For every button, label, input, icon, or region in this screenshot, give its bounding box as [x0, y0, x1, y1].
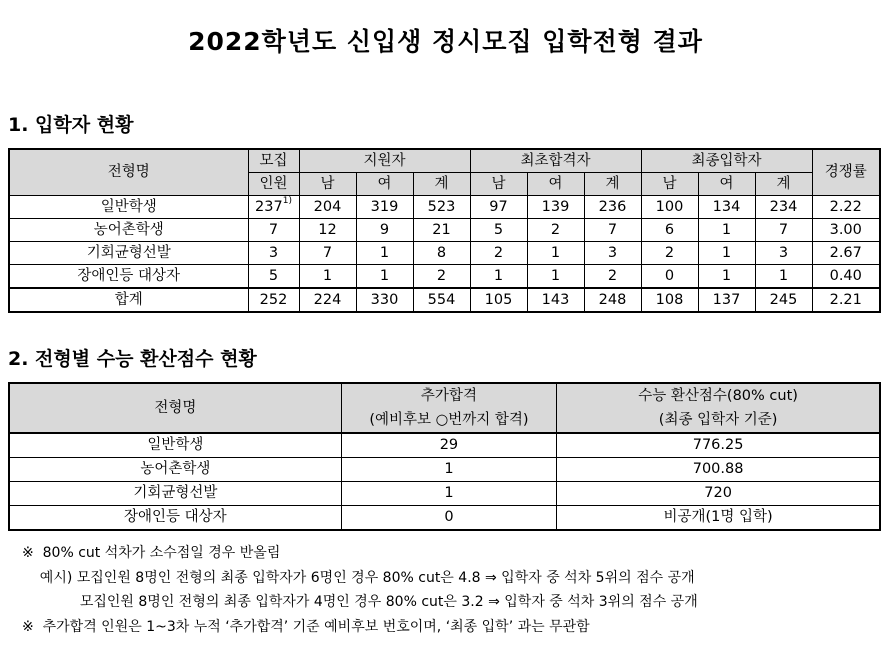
header-male: 남	[641, 173, 698, 196]
header-male: 남	[299, 173, 356, 196]
section2-heading: 2. 전형별 수능 환산점수 현황	[8, 348, 257, 370]
cell: 2	[527, 219, 584, 242]
row-name: 일반학생	[9, 433, 341, 458]
cell: 1	[356, 242, 413, 265]
notes	[22, 541, 698, 639]
cell: 5	[470, 219, 527, 242]
cell: 1	[698, 265, 755, 289]
header-first-pass: 최초합격자	[470, 149, 641, 173]
score-table	[8, 382, 881, 531]
row-name: 농어촌학생	[9, 458, 341, 482]
header-extra-top: 추가합격	[341, 383, 557, 408]
header-total: 계	[755, 173, 812, 196]
cell: 7	[299, 242, 356, 265]
cell: 2.21	[812, 288, 880, 312]
cell: 1	[698, 219, 755, 242]
cell: 1	[527, 265, 584, 289]
header-score-top: 수능 환산점수(80% cut)	[557, 383, 880, 408]
header-final: 최종입학자	[641, 149, 812, 173]
cell: 3	[755, 242, 812, 265]
header-quota-top: 모집	[248, 149, 299, 173]
cell: 3	[248, 242, 299, 265]
cell: 108	[641, 288, 698, 312]
cell: 21	[413, 219, 470, 242]
cell: 554	[413, 288, 470, 312]
cell: 523	[413, 196, 470, 219]
cell: 0.40	[812, 265, 880, 289]
cell: 234	[755, 196, 812, 219]
cell: 0	[341, 506, 557, 531]
cell: 7	[755, 219, 812, 242]
cell: 3	[584, 242, 641, 265]
document-title: 2022학년도 신입생 정시모집 입학전형 결과	[188, 27, 703, 56]
row-name: 기회균형선발	[9, 482, 341, 506]
admission-status-table	[8, 148, 881, 313]
table-row	[9, 458, 880, 482]
row-name: 농어촌학생	[9, 219, 248, 242]
cell: 1	[341, 482, 557, 506]
cell: 2	[641, 242, 698, 265]
header-female: 여	[698, 173, 755, 196]
cell: 9	[356, 219, 413, 242]
cell: 224	[299, 288, 356, 312]
cell: 2	[584, 265, 641, 289]
table-row	[9, 433, 880, 458]
cell: 1	[299, 265, 356, 289]
row-name: 기회균형선발	[9, 242, 248, 265]
note-line: 예시) 모집인원 8명인 전형의 최종 입학자가 6명인 경우 80% cut은 4.8 ⇒ 입학자 중 석차 5위의 점수 공개	[22, 569, 695, 586]
cell: 252	[248, 288, 299, 312]
cell: 2	[413, 265, 470, 289]
cell: 143	[527, 288, 584, 312]
cell: 2.22	[812, 196, 880, 219]
header-ratio: 경쟁률	[812, 149, 880, 196]
cell: 319	[356, 196, 413, 219]
cell: 776.25	[557, 433, 880, 458]
note-line: ※ 80% cut 석차가 소수점일 경우 반올림	[22, 545, 281, 561]
cell: 97	[470, 196, 527, 219]
section1-heading: 1. 입학자 현황	[8, 114, 134, 136]
cell: 0	[641, 265, 698, 289]
header-extra-bottom: (예비후보 ○번까지 합격)	[341, 408, 557, 433]
cell: 134	[698, 196, 755, 219]
header-type: 전형명	[9, 383, 341, 433]
cell: 1	[755, 265, 812, 289]
cell: 105	[470, 288, 527, 312]
cell: 204	[299, 196, 356, 219]
cell: 137	[698, 288, 755, 312]
row-name: 장애인등 대상자	[9, 265, 248, 289]
cell: 12	[299, 219, 356, 242]
row-name: 합계	[9, 288, 248, 312]
cell: 1	[698, 242, 755, 265]
header-male: 남	[470, 173, 527, 196]
cell: 비공개(1명 입학)	[557, 506, 880, 531]
table-row	[9, 265, 880, 289]
quota-cell: 237$^{1)}$	[248, 196, 299, 219]
table-row	[9, 196, 880, 219]
cell: 7	[584, 219, 641, 242]
header-quota-bottom: 인원	[248, 173, 299, 196]
cell: 245	[755, 288, 812, 312]
cell: 29	[341, 433, 557, 458]
header-female: 여	[527, 173, 584, 196]
header-total: 계	[413, 173, 470, 196]
cell: 1	[356, 265, 413, 289]
row-name: 일반학생	[9, 196, 248, 219]
header-score-bottom: (최종 입학자 기준)	[557, 408, 880, 433]
cell: 5	[248, 265, 299, 289]
header-applicants: 지원자	[299, 149, 470, 173]
note-line: ※ 추가합격 인원은 1~3차 누적 ‘추가합격’ 기준 예비후보 번호이며, ‘최종 입학’ 과는 무관함	[22, 618, 590, 635]
cell: 700.88	[557, 458, 880, 482]
cell: 720	[557, 482, 880, 506]
footnote-marker: 1)	[282, 195, 292, 206]
cell: 2	[470, 242, 527, 265]
cell: 1	[470, 265, 527, 289]
cell: 7	[248, 219, 299, 242]
header-total: 계	[584, 173, 641, 196]
cell: 6	[641, 219, 698, 242]
cell: 330	[356, 288, 413, 312]
cell: 1	[527, 242, 584, 265]
cell: 100	[641, 196, 698, 219]
table-row	[9, 242, 880, 265]
cell: 248	[584, 288, 641, 312]
cell: 3.00	[812, 219, 880, 242]
row-name: 장애인등 대상자	[9, 506, 341, 531]
table-row	[9, 219, 880, 242]
total-row	[9, 288, 880, 312]
cell: 8	[413, 242, 470, 265]
cell: 2.67	[812, 242, 880, 265]
table-row	[9, 482, 880, 506]
cell: 139	[527, 196, 584, 219]
header-female: 여	[356, 173, 413, 196]
cell: 236	[584, 196, 641, 219]
note-line: 모집인원 8명인 전형의 최종 입학자가 4명인 경우 80% cut은 3.2 ⇒ 입학자 중 석차 3위의 점수 공개	[22, 594, 698, 610]
cell: 1	[341, 458, 557, 482]
table-row	[9, 506, 880, 531]
header-type: 전형명	[9, 149, 248, 196]
